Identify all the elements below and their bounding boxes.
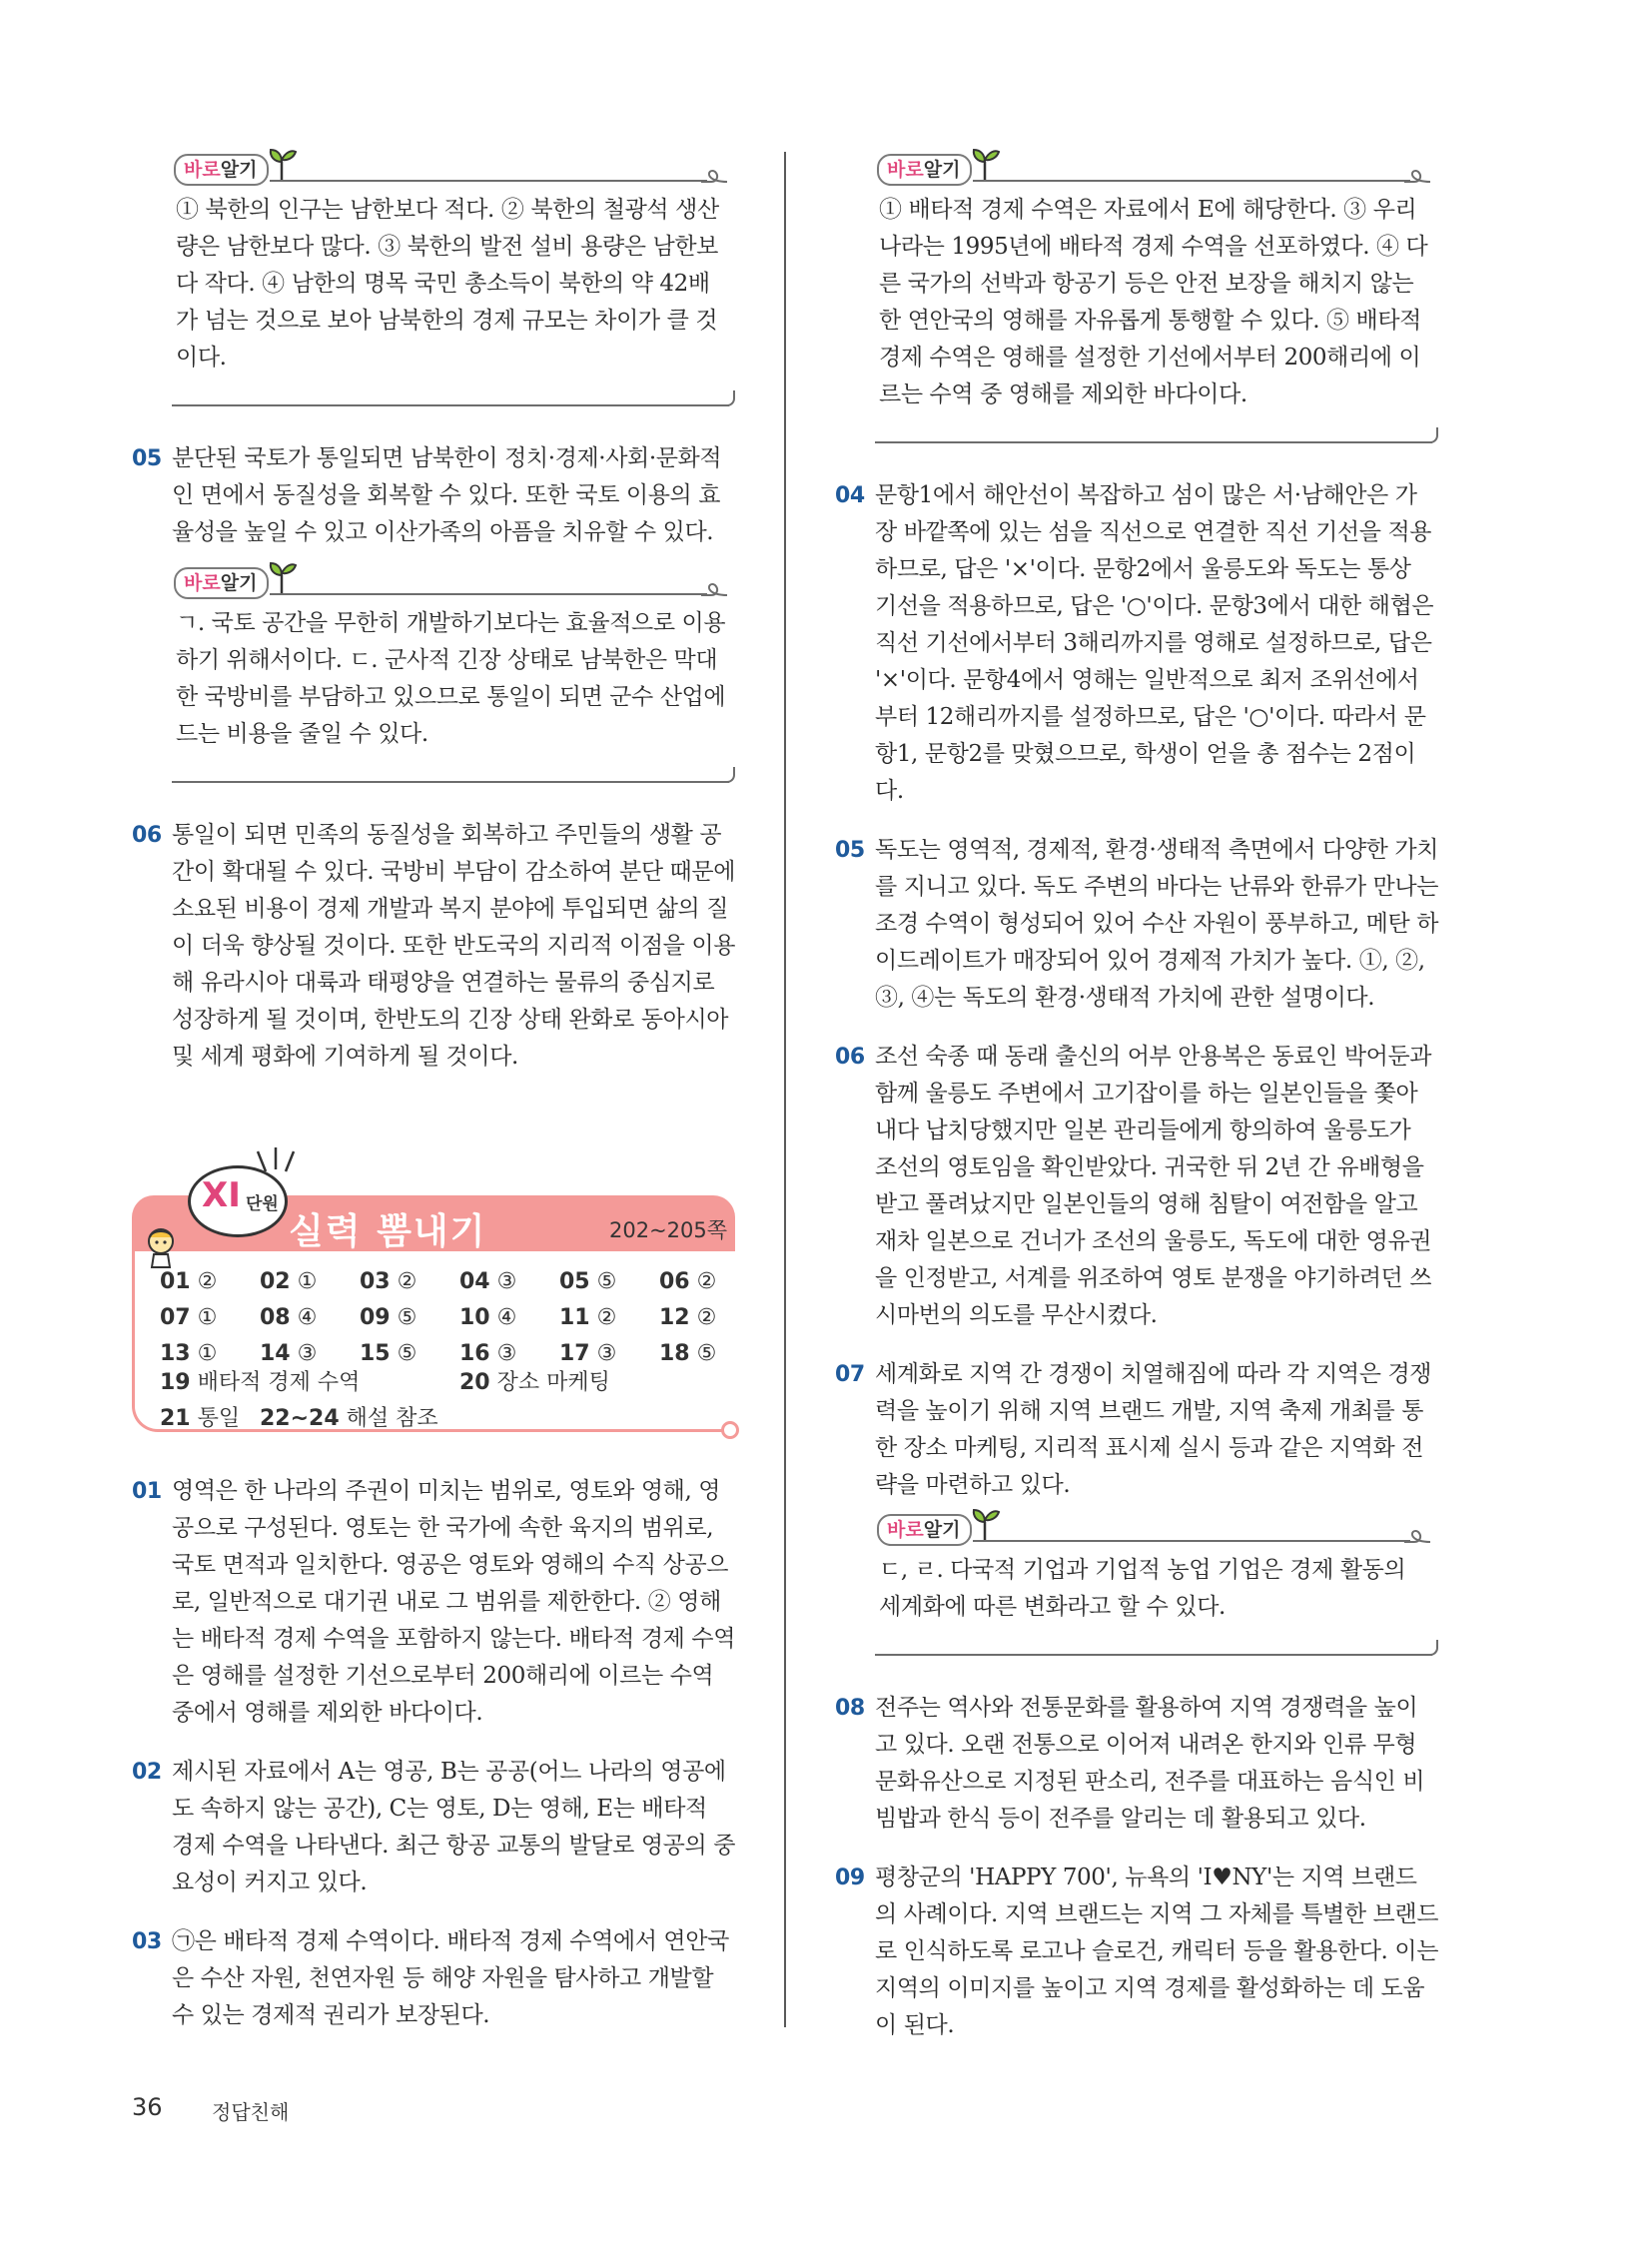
answer-item [132, 1754, 735, 1901]
item-number: 05 [835, 838, 865, 863]
item-number: 06 [132, 823, 162, 848]
sprout-icon [268, 559, 298, 593]
item-text: 영역은 한 나라의 주권이 미치는 범위로, 영토와 영해, 영공으로 구성된다. 영토는 한 국가에 속한 육지의 범위로, 국토 면적과 일치한다. 영공은 영토와 영해의 수직 상공으로, 일반적으로 대기권 내로 그 범위를 제한한다. ② 영해는 배타적 경제 수역을 포함하지 않는다. 배타적 경제 수역은 영해를 설정한 기선으로부터 200해리에 이르는 수역 중에서 영해를 제외한 바다이다. [172, 1478, 736, 1726]
item-number: 09 [835, 1866, 865, 1890]
answer-item [835, 1039, 1438, 1334]
item-text: 세계화로 지역 간 경쟁이 치열해짐에 따라 각 지역은 경쟁력을 높이기 위해 지역 브랜드 개발, 지역 축제 개최를 통한 장소 마케팅, 지리적 표시제 실시 등과 같은 지역화 전략을 마련하고 있다. [875, 1361, 1432, 1498]
answer-cell: 03 ② [360, 1269, 417, 1294]
tip-label: 바로알기 [877, 1514, 972, 1546]
answer-item [132, 817, 735, 1076]
item-text: 전주는 역사와 전통문화를 활용하여 지역 경쟁력을 높이고 있다. 오랜 전통으로 이어져 내려온 한지와 인류 무형 문화유산으로 지정된 판소리, 전주를 대표하는 음식인 비빔밥과 한식 등이 전주를 알리는 데 활용되고 있다. [875, 1695, 1425, 1832]
curl-icon [1404, 166, 1430, 186]
item-text: 문항1에서 해안선이 복잡하고 섬이 많은 서·남해안은 가장 바깥쪽에 있는 섬을 직선으로 연결한 직선 기선을 적용하므로, 답은 '×'이다. 문항2에서 울릉도와 독도는 통상 기선을 적용하므로, 답은 '○'이다. 문항3에서 대한 해협은 직선 기선에서부터 3해리까지를 영해로 설정하므로, 답은 '×'이다. 문항4에서 영해는 일반적으로 최저 조위선에서부터 12해리까지를 설정하므로, 답은 '○'이다. 따라서 문항1, 문항2를 맞혔으므로, 학생이 얻을 총 점수는 2점이다. [875, 482, 1434, 804]
tip-label: 바로알기 [174, 567, 269, 599]
answer-cell: 12 ② [659, 1305, 717, 1330]
tip-label: 바로알기 [174, 154, 269, 186]
tip-box [172, 563, 735, 783]
answer-cell: 11 ② [559, 1305, 617, 1330]
tip-box [172, 150, 735, 406]
score-pages: 202~205쪽 [609, 1218, 728, 1242]
item-number: 01 [132, 1479, 162, 1504]
curl-icon [701, 166, 727, 186]
item-text: 독도는 영역적, 경제적, 환경·생태적 측면에서 다양한 가치를 지니고 있다. 독도 주변의 바다는 난류와 한류가 만나는 조경 수역이 형성되어 있어 수산 자원이 풍부하고, 메탄 하이드레이트가 매장되어 있어 경제적 가치가 높다. ①, ②, ③, ④는 독도의 환경·생태적 가치에 관한 설명이다. [875, 837, 1439, 1011]
item-number: 06 [835, 1045, 865, 1070]
answer-cell: 13 ① [160, 1341, 218, 1366]
answer-cell: 08 ④ [260, 1305, 318, 1330]
curl-icon [701, 579, 727, 599]
sprout-icon [971, 1506, 1001, 1540]
tip-box [875, 150, 1438, 443]
item-number: 04 [835, 483, 865, 508]
answer-cell: 02 ① [260, 1269, 318, 1294]
item-text: 분단된 국토가 통일되면 남북한이 정치·경제·사회·문화적인 면에서 동질성을 회복할 수 있다. 또한 국토 이용의 효율성을 높일 수 있고 이산가족의 아픔을 치유할 수 있다. [172, 445, 722, 545]
left-column [132, 150, 735, 2056]
answer-cell: 06 ② [659, 1269, 717, 1294]
page-number: 36 [132, 2093, 163, 2121]
tip-text: ㄷ, ㄹ. 다국적 기업과 기업적 농업 기업은 경제 활동의 세계화에 따른 변화라고 할 수 있다. [879, 1557, 1406, 1620]
unit-number: XI [202, 1175, 241, 1215]
item-number: 03 [132, 1929, 162, 1954]
sprout-icon [268, 146, 298, 180]
answer-cell: 09 ⑤ [360, 1305, 417, 1330]
answer-cell: 16 ③ [459, 1341, 517, 1366]
answer-cell: 07 ① [160, 1305, 218, 1330]
answer-item [835, 477, 1438, 810]
answer-item [132, 440, 735, 551]
answer-19: 19 배타적 경제 수역 [160, 1370, 361, 1395]
answer-cell: 14 ③ [260, 1341, 318, 1366]
answer-item [132, 1923, 735, 2034]
sprout-icon [971, 146, 1001, 180]
answer-cell: 10 ④ [459, 1305, 517, 1330]
answer-cell: 15 ⑤ [360, 1341, 417, 1366]
answer-cell: 05 ⑤ [559, 1269, 617, 1294]
right-column [835, 150, 1438, 2066]
tip-text: ① 북한의 인구는 남한보다 적다. ② 북한의 철광석 생산량은 남한보다 많다. ③ 북한의 발전 설비 용량은 남한보다 작다. ④ 남한의 명목 국민 총소득이 북한의 약 42배가 넘는 것으로 보아 남북한의 경제 규모는 차이가 클 것이다. [176, 197, 719, 371]
answer-21: 21 통일 [160, 1406, 241, 1431]
tip-text: ㄱ. 국토 공간을 무한히 개발하기보다는 효율적으로 이용하기 위해서이다. ㄷ. 군사적 긴장 상태로 남북한은 막대한 국방비를 부담하고 있으므로 통일이 되면 군수 산업에 드는 비용을 줄일 수 있다. [176, 610, 726, 747]
curl-icon [1404, 1526, 1430, 1546]
item-text: 조선 숙종 때 동래 출신의 어부 안용복은 동료인 박어둔과 함께 울릉도 주변에서 고기잡이를 하는 일본인들을 쫓아내다 납치당했지만 일본 관리들에게 항의하여 울릉도가 조선의 영토임을 확인받았다. 귀국한 뒤 2년 간 유배형을 받고 풀려났지만 일본인들의 영해 침탈이 여전함을 알고 재차 일본으로 건너가 조선의 울릉도, 독도에 대한 영유권을 인정받고, 서계를 위조하여 영토 분쟁을 야기하려던 쓰시마번의 의도를 무산시켰다. [875, 1044, 1432, 1328]
tip-box [875, 1510, 1438, 1656]
item-number: 08 [835, 1696, 865, 1721]
item-text: 평창군의 'HAPPY 700', 뉴욕의 'I♥NY'는 지역 브랜드의 사례이다. 지역 브랜드는 지역 그 자체를 특별한 브랜드로 인식하도록 로고나 슬로건, 캐릭터 등을 활용한다. 이는 지역의 이미지를 높이고 지역 경제를 활성화하는 데 도움이 된다. [875, 1865, 1439, 2038]
column-divider [784, 152, 786, 2027]
unit-label: 단원 [246, 1194, 279, 1214]
frame-dot [721, 1421, 739, 1439]
score-title: 실력 뽐내기 [289, 1211, 487, 1252]
tip-text: ① 배타적 경제 수역은 자료에서 E에 해당한다. ③ 우리나라는 1995년에 배타적 경제 수역을 선포하였다. ④ 다른 국가의 선박과 항공기 등은 안전 보장을 해치지 않는 한 연안국의 영해를 자유롭게 통행할 수 있다. ⑤ 배타적 경제 수역은 영해를 설정한 기선에서부터 200해리에 이르는 수역 중 영해를 제외한 바다이다. [879, 197, 1428, 407]
answer-20: 20 장소 마케팅 [459, 1370, 610, 1395]
answer-cell: 17 ③ [559, 1341, 617, 1366]
item-text: 제시된 자료에서 A는 영공, B는 공공(어느 나라의 영공에도 속하지 않는 공간), C는 영토, D는 영해, E는 배타적 경제 수역을 나타낸다. 최근 항공 교통의 발달로 영공의 중요성이 커지고 있다. [172, 1759, 736, 1895]
answer-item [835, 1356, 1438, 1504]
item-text: 통일이 되면 민족의 동질성을 회복하고 주민들의 생활 공간이 확대될 수 있다. 국방비 부담이 감소하여 분단 때문에 소요된 비용이 경제 개발과 복지 분야에 투입되면 삶의 질이 더욱 향상될 것이다. 또한 반도국의 지리적 이점을 이용해 유라시아 대륙과 태평양을 연결하는 물류의 중심지로 성장하게 될 것이며, 한반도의 긴장 상태 완화로 동아시아 및 세계 평화에 기여하게 될 것이다. [172, 822, 736, 1070]
answer-item [835, 1860, 1438, 2044]
item-number: 02 [132, 1760, 162, 1785]
item-text: ㉠은 배타적 경제 수역이다. 배타적 경제 수역에서 연안국은 수산 자원, 천연자원 등 해양 자원을 탐사하고 개발할 수 있는 경제적 권리가 보장된다. [172, 1928, 729, 2028]
page-label: 정답친해 [212, 2100, 290, 2124]
answer-item [132, 1473, 735, 1732]
answer-cell: 04 ③ [459, 1269, 517, 1294]
tip-label: 바로알기 [877, 154, 972, 186]
answer-22-24: 22~24 해설 참조 [260, 1406, 438, 1431]
answer-item [835, 1690, 1438, 1838]
item-number: 07 [835, 1362, 865, 1387]
score-box [132, 1145, 735, 1441]
answer-item [835, 832, 1438, 1017]
answer-cell: 01 ② [160, 1269, 218, 1294]
answer-cell: 18 ⑤ [659, 1341, 717, 1366]
item-number: 05 [132, 446, 162, 471]
